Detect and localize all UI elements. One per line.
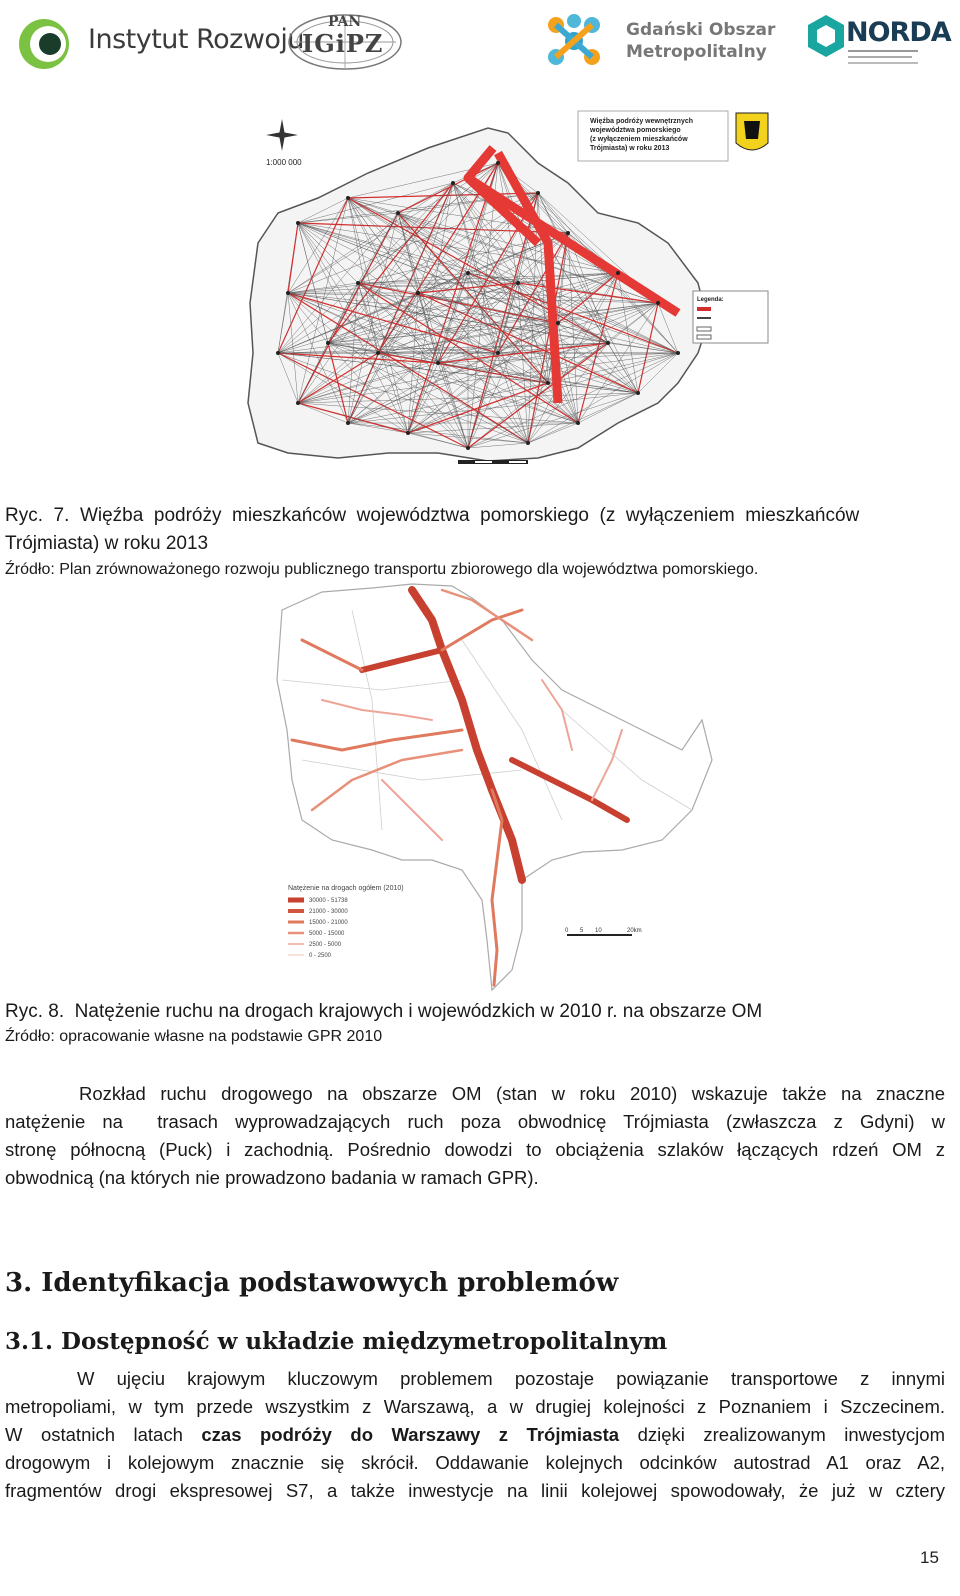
- traffic-scale-bar: [565, 928, 642, 935]
- traffic-legend: [288, 898, 348, 959]
- figure7-source: Źródło: Plan zrównoważonego rozwoju publicznego transportu zbiorowego dla województwa pomorskiego.: [5, 561, 759, 578]
- paragraph-line: metropoliami, w tym przede wszystkim z Warszawą, a w drugiej kolejności z Poznaniem i Szczecinem.: [5, 1396, 945, 1417]
- instytut-rozwoju-logo: [14, 15, 84, 73]
- city-node: [451, 181, 455, 185]
- city-node: [416, 291, 420, 295]
- legend-swatch: [697, 307, 711, 311]
- paragraph-line: W ostatnich latach czas podróży do Warszawy z Trójmiasta dzięki zrealizowanym inwestycjom: [5, 1424, 945, 1445]
- norda-tagline-2: [848, 56, 912, 58]
- gom-text-line2: Metropolitalny: [626, 42, 767, 62]
- page-number: 15: [920, 1548, 939, 1567]
- legend-label: 21000 - 30000: [309, 909, 348, 915]
- scale-bar-seg: [509, 461, 526, 463]
- norda-tagline-3: [848, 62, 918, 64]
- scale-label: 1:000 000: [266, 158, 302, 167]
- city-node: [556, 321, 560, 325]
- scale-tick-label: 5: [580, 928, 584, 934]
- title-box-line: Trójmiasta) w roku 2013: [590, 145, 670, 152]
- city-node: [606, 341, 610, 345]
- instytut-rozwoju-text: Instytut Rozwoju: [88, 24, 305, 55]
- city-node: [546, 381, 550, 385]
- city-node: [616, 271, 620, 275]
- traffic-legend-title: Natężenie na drogach ogółem (2010): [288, 885, 404, 892]
- section-3-1-heading: 3.1. Dostępność w układzie międzymetropolitalnym: [5, 1328, 668, 1355]
- paragraph-line: stronę północną (Puck) i zachodnią. Pośrednio dowodzi to obciążenia szlaków łączących rdzeń OM z: [5, 1139, 945, 1160]
- legend-swatch: [697, 327, 711, 331]
- city-node: [466, 446, 470, 450]
- legend-label: 5000 - 15000: [309, 931, 345, 937]
- figure8-source: Źródło: opracowanie własne na podstawie GPR 2010: [5, 1028, 383, 1045]
- city-node: [496, 161, 500, 165]
- highlight-travel-time: czas podróży do Warszawy z Trójmiasta: [201, 1424, 620, 1445]
- city-node: [276, 351, 280, 355]
- legend-label: 0 - 2500: [309, 953, 332, 959]
- city-node: [356, 281, 360, 285]
- city-node: [436, 361, 440, 365]
- city-node: [496, 351, 500, 355]
- pan-text: PAN: [328, 14, 362, 30]
- city-node: [326, 341, 330, 345]
- figure7-caption-line2: Trójmiasta) w roku 2013: [5, 533, 209, 554]
- paragraph-line: drogowym i kolejowym znacznie się skrócił. Oddawanie kolejnych odcinków autostrad A1 oraz A2,: [5, 1452, 945, 1473]
- city-node: [656, 301, 660, 305]
- city-node: [526, 441, 530, 445]
- norda-tagline: [848, 50, 918, 52]
- igipz-text: IGiPZ: [302, 29, 384, 58]
- city-node: [396, 211, 400, 215]
- legend-label: 2500 - 5000: [309, 942, 342, 948]
- compass-icon: [266, 119, 298, 151]
- figure8-traffic-map: [262, 580, 722, 1000]
- gom-text-line1: Gdański Obszar: [626, 20, 776, 40]
- paragraph-line: Rozkład ruchu drogowego na obszarze OM (stan w roku 2010) wskazuje także na znaczne: [79, 1083, 945, 1104]
- city-node: [576, 421, 580, 425]
- paragraph-accessibility: [5, 1365, 945, 1505]
- title-box-line: (z wyłączeniem mieszkańców: [590, 136, 688, 143]
- city-node: [346, 196, 350, 200]
- paragraph-line: fragmentów drogi ekspresowej S7, a także inwestycje na linii kolejowej spowodowały, że już w cztery: [5, 1480, 945, 1501]
- paragraph-traffic: [5, 1080, 945, 1192]
- scale-bar-seg: [475, 461, 492, 463]
- city-node: [676, 351, 680, 355]
- legend-swatch: [697, 317, 711, 319]
- legend-label: 15000 - 21000: [309, 920, 348, 926]
- figure7-travel-map: [238, 103, 778, 475]
- norda-text: NORDA: [846, 17, 951, 48]
- city-node: [346, 421, 350, 425]
- paragraph-line: natężenie na trasach wyprowadzających ruch poza obwodnicę Trójmiasta (zwłaszcza z Gdyni) w: [5, 1111, 945, 1132]
- scale-tick-label: 10: [595, 928, 602, 934]
- header: [0, 0, 960, 80]
- city-node: [286, 291, 290, 295]
- city-node: [516, 281, 520, 285]
- title-box-line: Więźba podróży wewnętrznych: [590, 118, 694, 125]
- section-3-heading: 3. Identyfikacja podstawowych problemów: [5, 1268, 619, 1298]
- figure8-caption: Ryc. 8. Natężenie ruchu na drogach krajowych i wojewódzkich w 2010 r. na obszarze OM: [5, 1001, 763, 1022]
- scale-tick-label: 20km: [627, 928, 642, 934]
- figure7-caption-line1: Ryc. 7. Więźba podróży mieszkańców województwa pomorskiego (z wyłączeniem mieszkańców: [5, 505, 860, 526]
- gom-logo: [542, 13, 606, 71]
- city-node: [636, 391, 640, 395]
- city-node: [296, 401, 300, 405]
- city-node: [376, 351, 380, 355]
- coat-of-arms-icon: [736, 113, 768, 150]
- city-node: [566, 231, 570, 235]
- paragraph-line: W ujęciu krajowym kluczowym problemem pozostaje powiązanie transportowe z innymi: [77, 1368, 945, 1389]
- city-node: [296, 221, 300, 225]
- legend-swatch: [697, 335, 711, 339]
- legend-label: 30000 - 51738: [309, 898, 348, 904]
- city-node: [466, 271, 470, 275]
- paragraph-line: obwodnicą (na których nie prowadzono badania w ramach GPR).: [5, 1167, 539, 1188]
- city-node: [536, 191, 540, 195]
- scale-tick-label: 0: [565, 928, 569, 934]
- title-box-line: województwa pomorskiego: [590, 127, 681, 134]
- city-node: [406, 431, 410, 435]
- norda-logo: [806, 13, 846, 59]
- legend-title: Legenda:: [697, 297, 724, 303]
